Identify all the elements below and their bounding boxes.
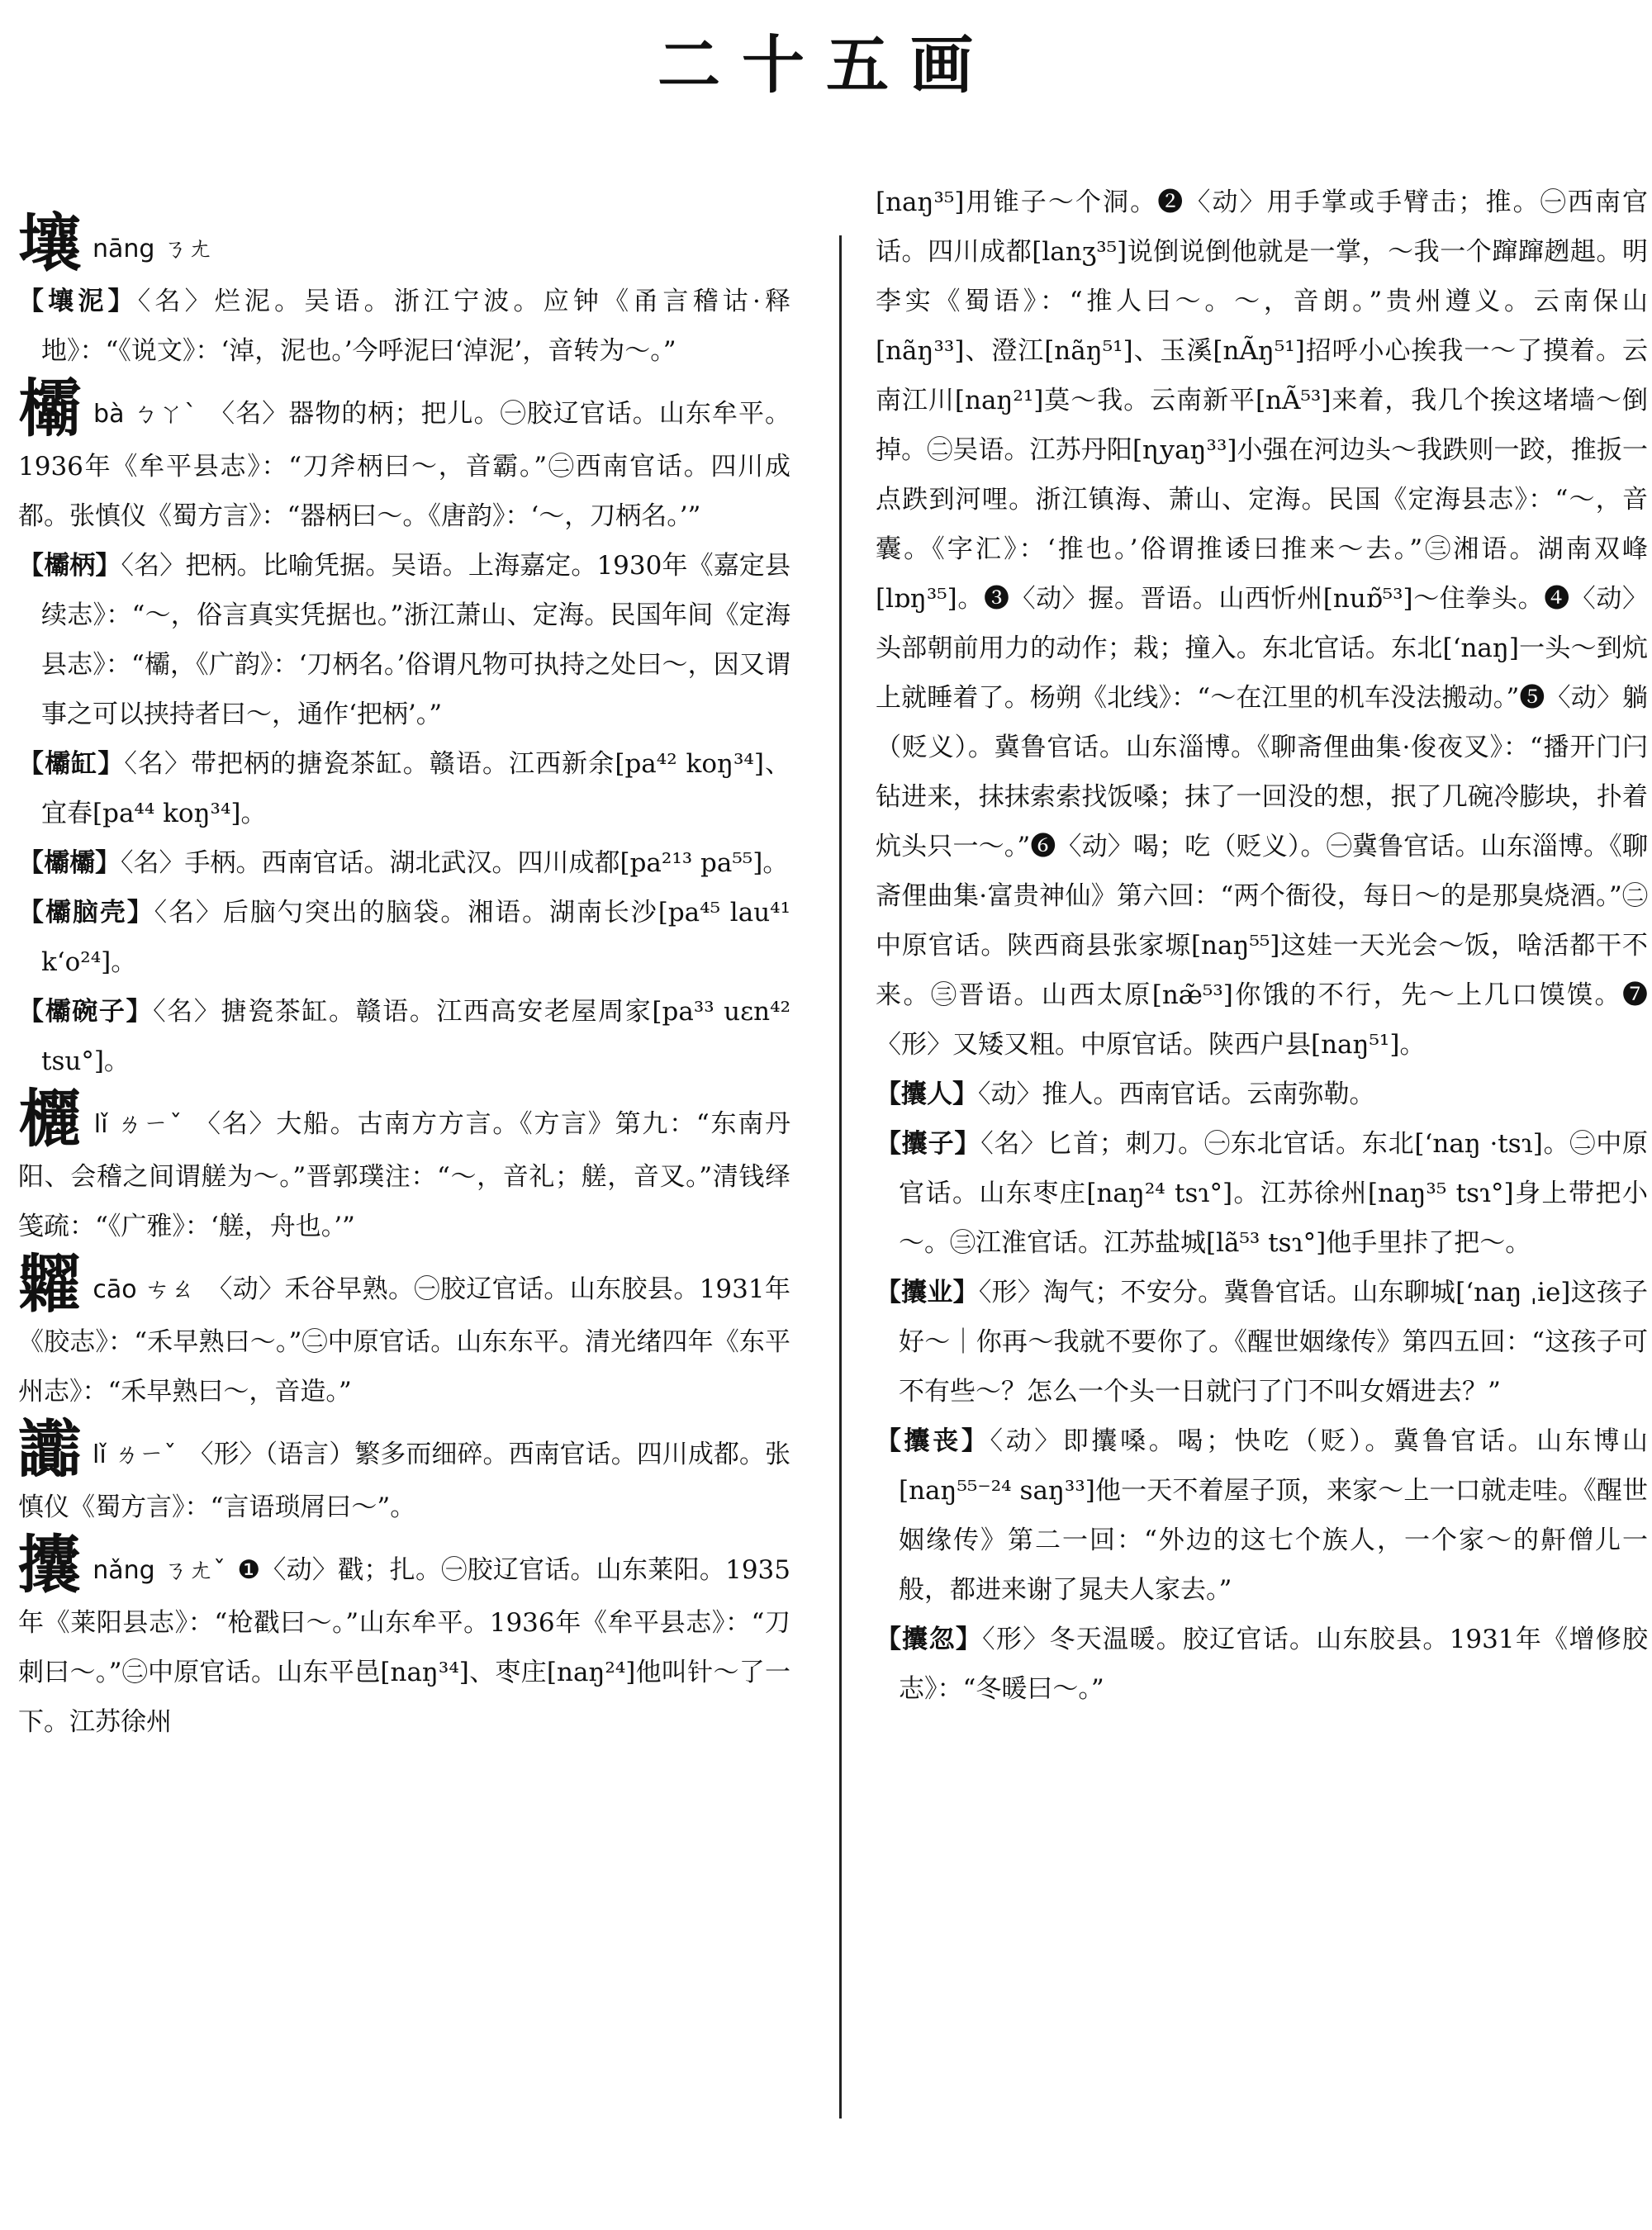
subentry [18, 987, 790, 1086]
subentry-text: 〈名〉带把柄的搪瓷茶缸。赣语。江西新余[pa⁴² koŋ³⁴]、宜春[pa⁴⁴ koŋ³⁴]。 [41, 749, 790, 828]
subentry-text: 〈名〉把柄。比喻凭据。吴语。上海嘉定。1930年《嘉定县续志》：“～，俗言真实凭据也。”浙江萧山、定海。民国年间《定海县志》：“欛，《广韵》：‘刀柄名。’俗谓凡物可执持之处曰～，因又谓事之可以挟持者曰～，通作‘把柄’。” [41, 551, 790, 729]
subentry-text: 〈动〉即攮嗓。喝；快吃（贬）。冀鲁官话。山东博山[naŋ⁵⁵⁻²⁴ saŋ³³]他一天不着屋子顶，来家～上一口就走哇。《醒世姻缘传》第二一回：“外边的这七个族人，一个家～的鼾僧儿一般，都进来谢了晁夫人家去。” [899, 1426, 1649, 1605]
pinyin: lǐ ㄌㄧˇ [93, 1110, 183, 1139]
subentry-text: 〈名〉手柄。西南官话。湖北武汉。四川成都[pa²¹³ pa⁵⁵]。 [121, 848, 789, 878]
subentry [876, 1268, 1648, 1416]
subentry-head: 【攮丧】 [876, 1426, 990, 1456]
entry-nang-head [18, 206, 790, 280]
head-character: 糶 [18, 1247, 82, 1321]
subentry-head: 【欛碗子】 [18, 997, 154, 1027]
column-divider [839, 235, 842, 2118]
subentry-text: 〈名〉匕首；刺刀。㊀东北官话。东北[ʻnaŋ ·tsɿ]。㊁中原官话。山东枣庄[naŋ²⁴ tsɿ°]。江苏徐州[naŋ³⁵ tsɿ°]身上带把小～。㊂江淮官话。江苏盐城[lã⁵³ tsɿ°]他手里拤了把～。 [899, 1129, 1649, 1258]
pinyin: nǎng ㄋㄤˇ [93, 1556, 226, 1585]
subentry-head: 【攮业】 [876, 1278, 979, 1307]
subentry [18, 838, 790, 888]
entry-li-head [18, 1082, 790, 1251]
subentry-head: 【欛缸】 [18, 749, 125, 779]
subentry [18, 541, 790, 739]
entry-text: 〈动〉禾谷早熟。㊀胶辽官话。山东胶县。1931年《胶志》：“禾早熟曰～。”㊁中原官话。山东东平。清光绪四年《东平州志》：“禾早熟曰～，音造。” [18, 1274, 790, 1407]
pinyin: lǐ ㄌㄧˇ [93, 1440, 177, 1469]
subentry [18, 277, 790, 376]
subentry-head: 【攮人】 [876, 1079, 978, 1109]
subentry-head: 【攮子】 [876, 1129, 981, 1159]
subentry-text: 〈名〉搪瓷茶缸。赣语。江西高安老屋周家[pa³³ uɛn⁴² tsu°]。 [41, 997, 790, 1076]
subentry-text: 〈形〉淘气；不安分。冀鲁官话。山东聊城[ʻnaŋ ˌie]这孩子好～｜你再～我就不要你了。《醒世姻缘传》第四五回：“这孩子可不有些～？怎么一个头一日就闩了门不叫女婿进去？” [899, 1278, 1649, 1407]
subentry-head: 【壤泥】 [18, 287, 138, 316]
subentry [876, 1070, 1648, 1119]
subentry [18, 888, 790, 987]
subentry-text: 〈动〉推人。西南官话。云南弥勒。 [978, 1079, 1375, 1109]
subentry-text: 〈形〉冬天温暖。胶辽官话。山东胶县。1931年《增修胶志》：“冬暖曰～。” [899, 1625, 1649, 1704]
subentry [876, 1416, 1648, 1615]
subentry-head: 【欛欛】 [18, 848, 121, 878]
pinyin: cāo ㄘㄠ [93, 1275, 196, 1304]
subentry-head: 【攮忽】 [876, 1625, 983, 1654]
entry-text: 〈形〉（语言）繁多而细碎。西南官话。四川成都。张慎仪《蜀方言》：“言语琐屑曰～”。 [18, 1440, 790, 1522]
subentry-text: 〈名〉后脑勺突出的脑袋。湘语。湖南长沙[pa⁴⁵ lau⁴¹ kʻo²⁴]。 [41, 898, 791, 977]
entry-cao-head [18, 1247, 790, 1416]
entry-li2-head [18, 1412, 790, 1532]
left-column [18, 206, 791, 1747]
subentry-head: 【欛脑壳】 [18, 898, 154, 928]
entry-nang2-head [18, 1528, 790, 1747]
pinyin: bà ㄅㄚˋ [93, 400, 198, 429]
head-character: 欛 [18, 372, 83, 445]
entry-text: ❶〈动〉戳；扎。㊀胶辽官话。山东莱阳。1935年《莱阳县志》：“枪戳曰～。”山东牟平。1936年《牟平县志》：“刀刺曰～。”㊁中原官话。山东平邑[naŋ³⁴]、枣庄[naŋ²⁴]他叫针～了一下。江苏徐州 [18, 1555, 790, 1737]
head-character: 壤 [18, 206, 81, 280]
entry-text: 〈名〉大船。古南方方言。《方言》第九：“东南丹阳、会稽之间谓艖为～。”晋郭璞注：“～，音礼；艖，音叉。”清钱绎笺疏：“《广雅》：‘艖，舟也。’” [18, 1109, 790, 1241]
subentry [18, 739, 790, 838]
head-character: 讟 [18, 1412, 82, 1486]
subentry-head: 【欛柄】 [18, 551, 121, 581]
head-character: 欐 [18, 1082, 83, 1155]
subentry [876, 1119, 1648, 1268]
pinyin: nāng ㄋㄤ [93, 235, 212, 263]
subentry [876, 1615, 1648, 1714]
subentry-text: 〈名〉烂泥。吴语。浙江宁波。应钟《甬言稽诂·释地》：“《说文》：‘淖，泥也。’今呼泥曰‘淖泥’，音转为～。” [41, 287, 790, 366]
right-column [876, 178, 1648, 1714]
entry-continuation: [naŋ³⁵]用锥子～个洞。❷〈动〉用手掌或手臂击；推。㊀西南官话。四川成都[lanʒ³⁵]说倒说倒他就是一掌，～我一个蹿蹿趔趄。明李实《蜀语》：“推人曰～。～，音朗。”贵州遵义。云南保山[nãŋ³³]、澄江[nãŋ⁵¹]、玉溪[nÃŋ⁵¹]招呼小心挨我一～了摸着。云南江川[naŋ²¹]莫～我。云南新平[nÃ⁵³]来着，我几个挨这堵墙～倒掉。㊁吴语。江苏丹阳[ɳyaŋ³³]小强在河边头～我跌则一跤，推扳一点跌到河哩。浙江镇海、萧山、定海。民国《定海县志》：“～，音囊。《字汇》：‘推也。’俗谓推诿曰推来～去。”㊂湘语。湖南双峰[lɒŋ³⁵]。❸〈动〉握。晋语。山西忻州[nuɒ̃⁵³]～住拳头。❹〈动〉头部朝前用力的动作；栽；撞入。东北官话。东北[ʻnaŋ]一头～到炕上就睡着了。杨朔《北线》：“～在江里的机车没法搬动。”❺〈动〉躺（贬义）。冀鲁官话。山东淄博。《聊斋俚曲集·俊夜叉》：“播开门闩钻进来，抹抹索索找饭嗓；抹了一回没的想，抿了几碗冷膨块，扑着炕头只一～。”❻〈动〉喝；吃（贬义）。㊀冀鲁官话。山东淄博。《聊斋俚曲集·富贵神仙》第六回：“两个衙役，每日～的是那臭烧酒。”㊁中原官话。陕西商县张家塬[naŋ⁵⁵]这娃一天光会～饭，啥活都干不来。㊂晋语。山西太原[næ̃⁵³]你饿的不行，先～上几口馍馍。❼〈形〉又矮又粗。中原官话。陕西户县[naŋ⁵¹]。 [876, 187, 1648, 1060]
head-character: 攮 [18, 1528, 82, 1601]
entry-text: 〈名〉器物的柄；把儿。㊀胶辽官话。山东牟平。1936年《牟平县志》：“刀斧柄曰～，音霸。”㊁西南官话。四川成都。张慎仪《蜀方言》：“器柄曰～。《唐韵》：‘～，刀柄名。’” [18, 399, 791, 531]
page-title: 二十五画 [657, 28, 995, 102]
entry-ba-head [18, 372, 791, 541]
